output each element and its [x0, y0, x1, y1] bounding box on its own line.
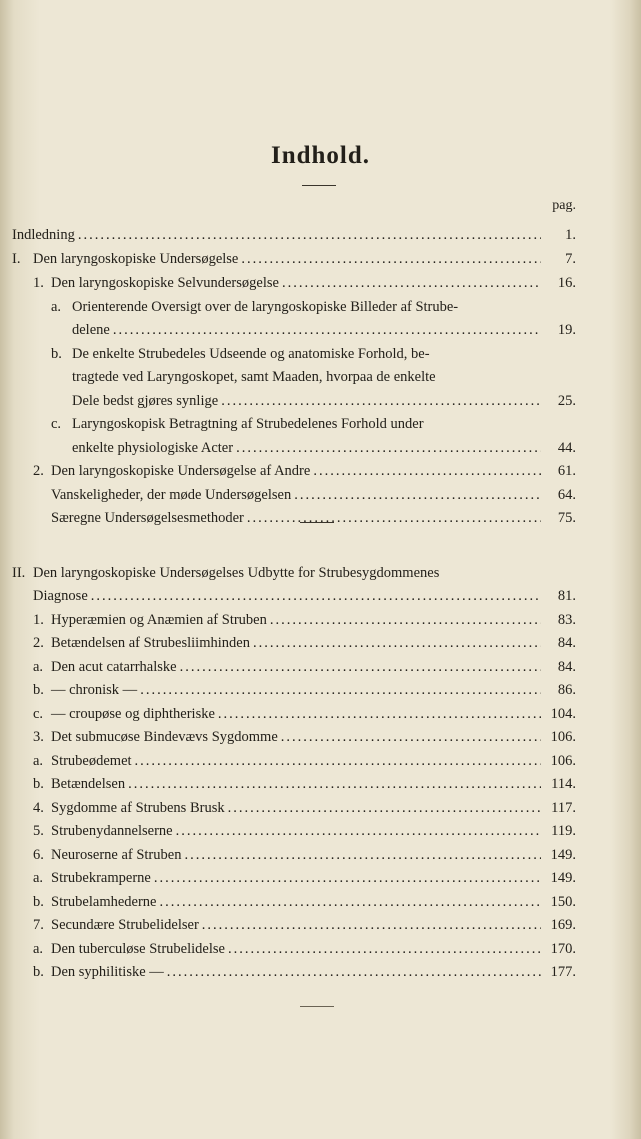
- entry-page-number: 16.: [557, 275, 576, 291]
- entry-page-number: 83.: [557, 612, 576, 628]
- entry-page-number: 106.: [550, 729, 576, 745]
- entry-page-number: 64.: [557, 487, 576, 503]
- entry-title: Neuroserne af Struben: [51, 847, 182, 863]
- entry-number: b.: [33, 682, 44, 698]
- entry-page-number: 117.: [551, 800, 576, 816]
- entry-number: a.: [33, 941, 44, 957]
- entry-page-number: 1.: [565, 227, 576, 243]
- entry-number: a.: [33, 870, 44, 886]
- leader-dots: [253, 632, 541, 654]
- entry-title-continued: Diagnose: [33, 588, 88, 604]
- entry-page-number: 169.: [550, 917, 576, 933]
- entry-number: b.: [33, 776, 44, 792]
- entry-title: Den tuberculøse Strubelidelse: [51, 941, 225, 957]
- toc-entry: [51, 938, 576, 960]
- toc-entry: [51, 460, 576, 482]
- leader-dots: [236, 437, 541, 459]
- entry-title: Laryngoskopisk Betragtning af Strubedelenes Forhold under: [72, 416, 424, 432]
- entry-title: Indledning: [12, 227, 75, 243]
- entry-page-number: 84.: [557, 659, 576, 675]
- toc-entry: [51, 726, 576, 748]
- leader-dots: [140, 679, 541, 701]
- entry-title-continued: delene: [72, 322, 110, 338]
- entry-title-continued: tragtede ved Laryngoskopet, samt Maaden, hvorpaa de enkelte: [72, 369, 436, 385]
- entry-number: a.: [51, 299, 62, 315]
- entry-title: Vanskeligheder, der møde Undersøgelsen: [51, 487, 292, 503]
- entry-page-number: 177.: [550, 964, 576, 980]
- leader-dots: [78, 224, 541, 246]
- entry-number: 4.: [33, 800, 44, 816]
- end-divider: [300, 1006, 334, 1007]
- entry-title: Det submucøse Bindevævs Sygdomme: [51, 729, 278, 745]
- entry-page-number: 44.: [557, 440, 576, 456]
- leader-dots: [180, 656, 541, 678]
- entry-title-continued: enkelte physiologiske Acter: [72, 440, 234, 456]
- toc-entry: [51, 272, 576, 294]
- toc-entry: [51, 679, 576, 701]
- toc-entry: [51, 914, 576, 936]
- leader-dots: [202, 914, 541, 936]
- leader-dots: [135, 750, 541, 772]
- leader-dots: [113, 319, 541, 341]
- entry-page-number: 119.: [551, 823, 576, 839]
- entry-title: Den syphilitiske —: [51, 964, 164, 980]
- leader-dots: [184, 844, 541, 866]
- entry-title: Hyperæmien og Anæmien af Struben: [51, 612, 267, 628]
- entry-number: b.: [33, 964, 44, 980]
- entry-title: Strubekramperne: [51, 870, 151, 886]
- entry-title: Den acut catarrhalske: [51, 659, 177, 675]
- toc-entry: [51, 867, 576, 889]
- entry-title-continued: Dele bedst gjøres synlige: [72, 393, 219, 409]
- entry-number: 2.: [33, 635, 44, 651]
- section-divider: [300, 522, 334, 523]
- entry-number: 1.: [33, 612, 44, 628]
- toc-entry: [72, 319, 576, 341]
- leader-dots: [281, 726, 541, 748]
- toc-entry: [51, 961, 576, 983]
- entry-title: Betændelsen af Strubesliimhinden: [51, 635, 250, 651]
- title-underline: [302, 185, 336, 186]
- entry-number: 1.: [33, 275, 44, 291]
- entry-number: 5.: [33, 823, 44, 839]
- entry-number: I.: [12, 251, 21, 267]
- leader-dots: [313, 460, 541, 482]
- entry-page-number: 19.: [557, 322, 576, 338]
- entry-page-number: 149.: [550, 870, 576, 886]
- entry-page-number: 86.: [557, 682, 576, 698]
- entry-title: Sygdomme af Strubens Brusk: [51, 800, 225, 816]
- entry-number: c.: [51, 416, 62, 432]
- entry-title: — chronisk —: [51, 682, 138, 698]
- entry-number: b.: [51, 346, 62, 362]
- entry-title: Secundære Strubelidelser: [51, 917, 199, 933]
- entry-title: Strubeødemet: [51, 753, 132, 769]
- entry-title: Strubenydannelserne: [51, 823, 173, 839]
- page-title: Indhold.: [270, 142, 371, 169]
- entry-page-number: 150.: [550, 894, 576, 910]
- leader-dots: [247, 507, 541, 529]
- leader-dots: [294, 484, 541, 506]
- page-column-header: pag.: [552, 198, 576, 213]
- entry-page-number: 81.: [557, 588, 576, 604]
- entry-page-number: 84.: [557, 635, 576, 651]
- entry-number: a.: [33, 753, 44, 769]
- entry-page-number: 149.: [550, 847, 576, 863]
- entry-page-number: 104.: [550, 706, 576, 722]
- leader-dots: [91, 585, 541, 607]
- entry-title: Den laryngoskopiske Undersøgelse af Andre: [51, 463, 311, 479]
- leader-dots: [128, 773, 541, 795]
- leader-dots: [218, 703, 541, 725]
- leader-dots: [160, 891, 542, 913]
- leader-dots: [282, 272, 541, 294]
- entry-page-number: 61.: [557, 463, 576, 479]
- toc-entry: [51, 797, 576, 819]
- toc-entry: [51, 844, 576, 866]
- toc-entry: [33, 585, 576, 607]
- entry-number: 2.: [33, 463, 44, 479]
- entry-title: Den laryngoskopiske Undersøgelses Udbytte for Strubesygdommenes: [33, 565, 440, 581]
- entry-title: Strubelamhederne: [51, 894, 157, 910]
- toc-entry: [51, 820, 576, 842]
- leader-dots: [241, 248, 541, 270]
- entry-page-number: 75.: [557, 510, 576, 526]
- toc-entry: [33, 248, 576, 270]
- leader-dots: [176, 820, 541, 842]
- entry-number: 7.: [33, 917, 44, 933]
- entry-title: Den laryngoskopiske Undersøgelse: [33, 251, 239, 267]
- entry-number: 3.: [33, 729, 44, 745]
- leader-dots: [221, 390, 541, 412]
- leader-dots: [228, 938, 541, 960]
- toc-entry: [51, 484, 576, 506]
- entry-title: Orienterende Oversigt over de laryngoskopiske Billeder af Strube-: [72, 299, 459, 315]
- entry-title: De enkelte Strubedeles Udseende og anatomiske Forhold, be-: [72, 346, 430, 362]
- entry-number: a.: [33, 659, 44, 675]
- toc-entry: [51, 609, 576, 631]
- entry-number: II.: [12, 565, 26, 581]
- entry-page-number: 7.: [565, 251, 576, 267]
- entry-page-number: 114.: [551, 776, 576, 792]
- entry-page-number: 25.: [557, 393, 576, 409]
- leader-dots: [167, 961, 541, 983]
- entry-page-number: 170.: [550, 941, 576, 957]
- toc-entry: [51, 632, 576, 654]
- entry-title: Særegne Undersøgelsesmethoder: [51, 510, 244, 526]
- leader-dots: [228, 797, 541, 819]
- toc-entry: [12, 224, 576, 246]
- toc-entry: [51, 773, 576, 795]
- entry-title: Den laryngoskopiske Selvundersøgelse: [51, 275, 279, 291]
- toc-entry: [72, 437, 576, 459]
- entry-page-number: 106.: [550, 753, 576, 769]
- toc-entry: [51, 507, 576, 529]
- toc-entry: [51, 750, 576, 772]
- leader-dots: [154, 867, 541, 889]
- entry-number: c.: [33, 706, 44, 722]
- toc-entry: [51, 703, 576, 725]
- leader-dots: [270, 609, 541, 631]
- toc-entry: [51, 656, 576, 678]
- toc-entry: [72, 390, 576, 412]
- entry-title: — croupøse og diphtheriske: [51, 706, 215, 722]
- entry-title: Betændelsen: [51, 776, 126, 792]
- toc-entry: [51, 891, 576, 913]
- entry-number: 6.: [33, 847, 44, 863]
- entry-number: b.: [33, 894, 44, 910]
